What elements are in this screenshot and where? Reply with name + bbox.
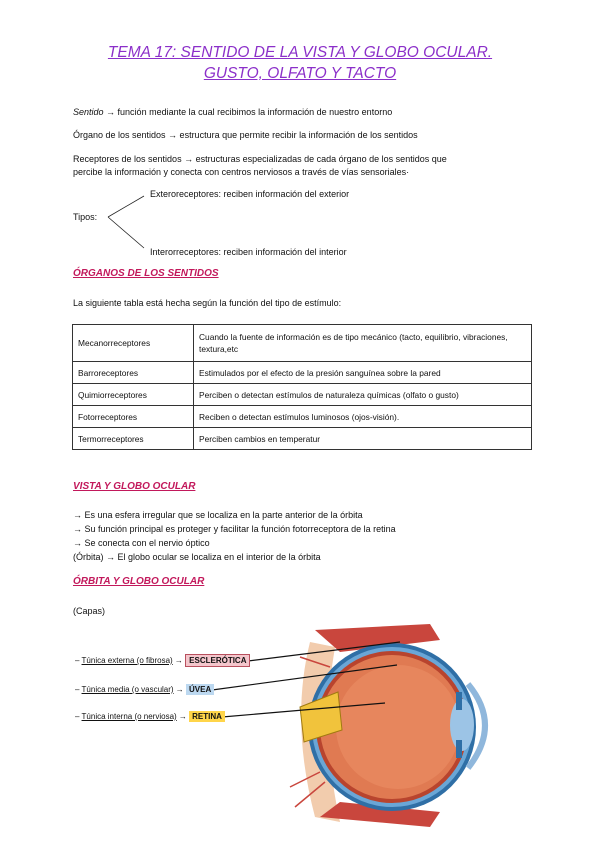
table-row <box>73 362 532 384</box>
vista-heading: VISTA Y GLOBO OCULAR <box>73 481 196 492</box>
retina-tag: RETINA <box>189 711 225 722</box>
eye-diagram <box>280 622 500 837</box>
esclerotica-tag: ESCLERÓTICA <box>185 654 250 667</box>
layer-media: – Túnica media (o vascular) → ÚVEA <box>75 685 214 694</box>
capas-label: (Capas) <box>73 606 106 616</box>
vista-point: → Es una esfera irregular que se localiza en la parte anterior de la órbita <box>73 510 363 520</box>
vista-points <box>73 508 396 564</box>
sentido-term: Sentido <box>73 107 104 117</box>
vista-point: (Órbita) → El globo ocular se localiza en el interior de la órbita <box>73 552 321 562</box>
receptor-type: Mecanorreceptores <box>73 325 194 362</box>
title-line-2: GUSTO, OLFATO Y TACTO <box>203 65 397 82</box>
receptor-desc: Perciben cambios en temperatur <box>194 428 532 450</box>
table-row <box>73 384 532 406</box>
layer-externa-label: Túnica externa (o fibrosa) <box>81 656 173 665</box>
sentido-definition <box>73 106 392 119</box>
table-row <box>73 325 532 362</box>
receptores-line-2: percibe la información y conecta con centros nerviosos a través de vías sensoriales· <box>73 167 410 177</box>
receptor-type: Termorreceptores <box>73 428 194 450</box>
page-title <box>40 42 560 84</box>
table-row <box>73 428 532 450</box>
uvea-tag: ÚVEA <box>186 684 214 695</box>
organos-heading: ÓRGANOS DE LOS SENTIDOS <box>73 268 219 279</box>
table-intro: La siguiente tabla está hecha según la función del tipo de estímulo: <box>73 298 342 308</box>
layer-externa: – Túnica externa (o fibrosa) → ESCLERÓTICA <box>75 656 250 665</box>
orbita-heading: ÓRBITA Y GLOBO OCULAR <box>73 576 205 587</box>
vista-point: → Se conecta con el nervio óptico <box>73 538 210 548</box>
receptor-type: Fotorreceptores <box>73 406 194 428</box>
sentido-def: → función mediante la cual recibimos la información de nuestro entorno <box>106 107 393 117</box>
receptor-desc: Perciben o detectan estímulos de naturaleza químicas (olfato o gusto) <box>194 384 532 406</box>
table-row <box>73 406 532 428</box>
receptor-desc: Estimulados por el efecto de la presión sanguínea sobre la pared <box>194 362 532 384</box>
receptor-type: Barroreceptores <box>73 362 194 384</box>
receptores-definition <box>73 153 533 179</box>
receptors-table <box>72 324 532 450</box>
layer-media-label: Túnica media (o vascular) <box>81 685 174 694</box>
receptor-desc: Reciben o detectan estímulos luminosos (ojos-visión). <box>194 406 532 428</box>
title-line-1: TEMA 17: SENTIDO DE LA VISTA Y GLOBO OCULAR. <box>107 44 493 61</box>
layer-interna-label: Túnica interna (o nerviosa) <box>81 712 177 721</box>
interorreceptores: Interorreceptores: reciben información del interior <box>150 247 347 257</box>
tipos-label: Tipos: <box>73 212 98 222</box>
receptores-line-1: Receptores de los sentidos → estructuras especializadas de cada órgano de los sentidos que <box>73 154 447 164</box>
receptor-desc: Cuando la fuente de información es de tipo mecánico (tacto, equilibrio, vibraciones, textura,etc <box>194 325 532 362</box>
exteroreceptores: Exteroreceptores: reciben información del exterior <box>150 189 350 199</box>
organo-definition: Órgano de los sentidos → estructura que permite recibir la información de los sentidos <box>73 130 418 140</box>
receptor-type: Quimiorreceptores <box>73 384 194 406</box>
vista-point: → Su función principal es proteger y facilitar la función fotorreceptora de la retina <box>73 524 396 534</box>
layer-interna: – Túnica interna (o nerviosa) → RETINA <box>75 712 225 721</box>
